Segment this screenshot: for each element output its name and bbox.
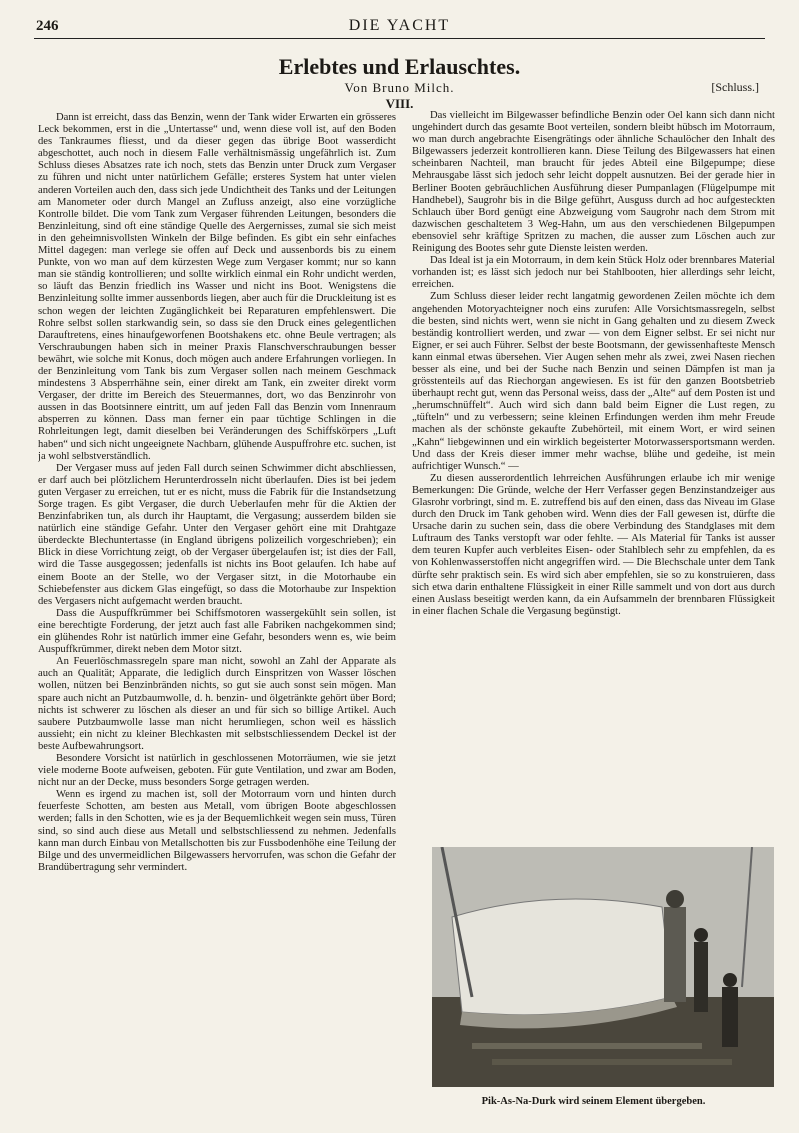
header-rule — [34, 38, 765, 39]
photo-illustration — [432, 847, 774, 1087]
paragraph: Der Vergaser muss auf jeden Fall durch seinen Schwimmer dicht abschliessen, er darf auch bei plötzlichem Herunterdrosseln nicht überlaufen. Dies ist bei jedem guten Vergaser zu erreichen, tut er es nicht, muss die Fabrik für die Instandsetzung Sorge tragen. Es gibt Vergaser, die durch Ueberlaufen mehr für die Aktien der Benzinfabriken tun, als durch ihr Hauptamt, die Vergasung; ausserdem bilden sie natürlich eine ständige Gefahr. Unter den Vergaser gehört eine mit Drahtgaze überdeckte Blechuntertasse (in England übrigens polizeilich vorgeschrieben); ein Blick in diese Vorrichtung zeigt, ob der Vergaser übergelaufen ist; ist dies der Fall, wird die Tasse ausgegossen; jedenfalls ist nichts ins Boot gelaufen. Ich habe auf einem Boote an der Stelle, wo der Vergaser sitzt, in die Motorhaube ein Schiebefenster aus dickem Glas eingefügt, so dass die Motorhaube zur Inspektion des Vergasers nicht aufgemacht werden braucht. — [38, 462, 396, 607]
paragraph: Zu diesen ausserordentlich lehrreichen Ausführungen erlaube ich mir wenige Bemerkungen: Die Gründe, welche der Herr Verfasser gegen Benzinstandzeiger aus Glasrohr vorbringt, sind m. E. zutreffend bis auf den einen, dass das Niveau im Glase durch den Druck im Tank gehoben wird. Wenn dies der Fall gewesen ist, dürfte die Ursache darin zu suchen sein, dass die obere Verbindung des Standglases mit dem Luftraum des Tanks verstopft war oder fehlte. — Als Material für Tanks ist ausser dem teuren Kupfer auch verbleites Eisen- oder Stahlblech sehr zu empfehlen, da es von Kohlenwasserstoffen nicht angegriffen wird. — Die Blechschale unter dem Tank dürfte sehr praktisch sein. Es wird sich aber empfehlen, sie so zu konstruieren, dass sich etwa darin enthaltene Flüssigkeit in einer Rille sammelt und von dort aus durch einen Auslass beseitigt werden kann, da ein Aufsammeln der brennbaren Flüssigkeit in einer flachen Schale die Vergasung begünstigt. — [412, 472, 775, 617]
paragraph: Das vielleicht im Bilgewasser befindliche Benzin oder Oel kann sich dann nicht ungehindert durch das gesamte Boot verteilen, sondern bleibt hübsch im Motorraum, wo man durch angebrachte Eisengrätings oder ähnliche Schaulöcher den Inhalt des Bilgewassers jederzeit kontrollieren kann. Diese Teilung des Bilgewassers hat einen scheinbaren Nachteil, man braucht für jedes Abteil eine Bilgepumpe; diese Mehrausgabe lässt sich jedoch sehr leicht doppelt ausnutzen. Bei der gerade hier in Berliner Booten gebräuchlichen Ausführung dieser Pumpanlagen (Flügelpumpe mit Handhebel), Saugrohr bis in die Bilge geführt, Ausguss durch ad hoc aufgesteckten Schlauch über Bord genügt eine Abzweigung vom Saugrohr nach dem Strom mit dazwischen geschaltetem 3 Weg-Hahn, um aus den verschiedenen Bilgepumpen ebensoviel sehr kräftige Spritzen zu machen, die ausser zum Löschen auch zur Reinigung des Bootes sehr gute Dienste leisten werden. — [412, 110, 775, 255]
photo-caption: Pik-As-Na-Durk wird seinem Element übergeben. — [481, 1096, 706, 1107]
article-title: Erlebtes und Erlauschtes. — [278, 54, 521, 79]
page-number: 246 — [36, 18, 59, 34]
paragraph: Dass die Auspuffkrümmer bei Schiffsmotoren wassergekühlt sein sollen, ist eine berechtigte Forderung, der jetzt auch fast alle Fabriken nachgekommen sind; ein glühendes Rohr ist natürlich immer eine Gefahr, besonders wenn es, wie beim Auspuffkrümmer, direkt neben dem Motor sitzt. — [38, 607, 396, 656]
paragraph: Besondere Vorsicht ist natürlich in geschlossenen Motorräumen, wie sie jetzt viele moderne Boote aufweisen, geboten. Für gute Ventilation, und zwar am Boden, nicht nur an der Decke, muss besonders Sorge getragen werden. — [38, 752, 396, 789]
left-column — [38, 112, 396, 1118]
paragraph: Wenn es irgend zu machen ist, soll der Motorraum vorn und hinten durch feuerfeste Schotten, am besten aus Metall, vom übrigen Boote abgeschlossen werden; falls in den Schotten, wie es ja der Bequemlichkeit wegen sein muss, Türen sind, so sind auch diese aus Metall und selbstschliessend zu nehmen. Jedenfalls kann man durch Einbau von Metallschotten bis zur Fussbodenhöhe eine Teilung der Bilge und des unvermeidlichen Bilgewassers hervorrufen, was schon die Gefahr der Brandübertragung sehr vermindert. — [38, 789, 396, 873]
paragraph: Dann ist erreicht, dass das Benzin, wenn der Tank wider Erwarten ein grösseres Leck bekommen, erst in die „Untertasse“ und, wenn diese voll ist, auf den Boden des Tankraumes fliesst, und da dieser gegen das übrige Boot wasserdicht abgeschottet, auch noch in diesem Falle verhältnismässig ungefährlich ist. Zum Schluss dieses Absatzes rate ich noch, stets das Benzin unter Druck zum Vergaser zu führen und nicht unter natürlichem Gefälle; ersteres System hat unter vielen anderen Vorteilen auch den, dass sich jede Undichtheit des Tanks und der Leitungen am Manometer oder durch Mangel an Zufluss anzeigt, also eine vorzügliche Kontrolle bildet. Die vom Tank zum Vergaser führenden Leitungen, besonders die Benzinleitung, sind oft eine ständige Quelle des Aergernisses, zumal sie sich meist in den geheimnisvollsten Winkeln der Bilge befinden. Es gibt ein sehr einfaches Mittel dagegen: man verlege sie offen auf Deck und aussenbords bis zu einem Punkte, von wo man auf dem kürzesten Wege zum Vergaser kommt; nur so kann man sie ständig kontrollieren; und sollte wirklich einmal ein Rohr undicht werden, so läuft das Benzin friedlich ins Wasser und nicht ins Boot. Wenigstens die Benzinleitung sollte immer aussenbords liegen, aber auch für die Druckleitung ist es schon wegen der leichten Zugänglichkeit bei Reparaturen empfehlenswert. Die Rohre selbst sollen starkwandig sein, so dass sie den Druck eines gelegentlichen Darauftretens, eines hinaufgeworfenen Bootshakens etc. ohne Beule vertragen; als Verschraubungen haben sich in meiner Praxis Flanschverschraubungen besser bewährt, wie solche mit Konus, doch mögen auch andere Erfahrungen vorliegen. In der Benzinleitung vom Tank bis zum Vergaser sollen nach meinem Geschmack mindestens 3 Absperrhähne sein, einer direkt am Tank, ein zweiter direkt vorm Vergaser, der dritte im Bereich des Steuermannes, dort, wo das Benzinrohr von aussen in das Bootsinnere eintritt, um auf jeden Fall das Benzin vom Innenraum absperren zu können. Dass man ferner ein paar tüchtige Schlingen in die Rohrleitungen legt, damit dieselben bei Veränderungen des Schiffskörpers „Luft haben“ und sich nicht ungeeignete Nachbarn, glühende Auspuffrohre etc. suchen, ist ja wohl selbstverständlich. — [38, 112, 396, 462]
journal-title: DIE YACHT — [348, 17, 451, 34]
paragraph: An Feuerlöschmassregeln spare man nicht, sowohl an Zahl der Apparate als auch an Qualität; Apparate, die lediglich durch Einspritzen von Wasser löschen wollen, nützen bei Benzinbränden nichts, so gut sie auch sonst sein mögen. Man spare auch nicht an Putzbaumwolle, d. h. benzin- und ölgetränkte gehört über Bord; nichts ist schwerer zu löschen als dieser an und für sich so billige Artikel. Auch saubere Putzbaumwolle lasse man nicht herumliegen, schon weil es hässlich aussieht; ein nicht zu kleiner Blechkasten mit selbstschliessendem Deckel ist der beste Aufbewahrungsort. — [38, 656, 396, 752]
continuation-marker: [Schluss.] — [711, 80, 759, 94]
boat-launch-photo — [432, 847, 774, 1087]
byline: Von Bruno Milch. — [344, 80, 455, 95]
paragraph: Das Ideal ist ja ein Motorraum, in dem kein Stück Holz oder brennbares Material vorhanden ist; es lässt sich jedoch nur bei Stahlbooten, hier allerdings sehr leicht, erreichen. — [412, 255, 775, 291]
paragraph: Zum Schluss dieser leider recht langatmig gewordenen Zeilen möchte ich dem angehenden Motoryachteigner noch eins zurufen: Alle Vorsichtsmassregeln, selbst die besten, sind nichts wert, wenn sie nicht in Gang gehalten und zu diesem Zweck beständig kontrolliert werden, und zwar — von dem Eigner selbst. Er sei nicht nur Eigner, er sei auch Führer. Selbst der beste Bootsmann, der gewissenhafteste Mensch kann einmal etwas übersehen. Vier Augen sehen mehr als zwei, zwei Nasen riechen besser als eine, und bei der Suche nach Benzin und seinen Dämpfen ist man ja grösstenteils auf das Riechorgan angewiesen. Es ist für den ganzen Bootsbetrieb überhaupt recht gut, wenn das Personal weiss, dass der „Alte“ auf dem Posten ist und „herumschnüffelt“. Auch wird sich dann bald beim Eigner die Lust regen, zu „tüfteln“ und zu verbessern; seine kleinen Erfindungen werden ihm mehr Freude machen als der schönste gekaufte Zubehörteil, mit einem Wort, er wird seinen „Kahn“ liebgewinnen und ein wirklich begeisterter Motorwassersportsmann werden. Und dass der Kreis dieser immer mehr wachse, blühe und gedeihe, ist mein aufrichtiger Wunsch.“ — — [412, 291, 775, 472]
right-column — [412, 110, 775, 836]
section-number: VIII. — [385, 96, 414, 111]
